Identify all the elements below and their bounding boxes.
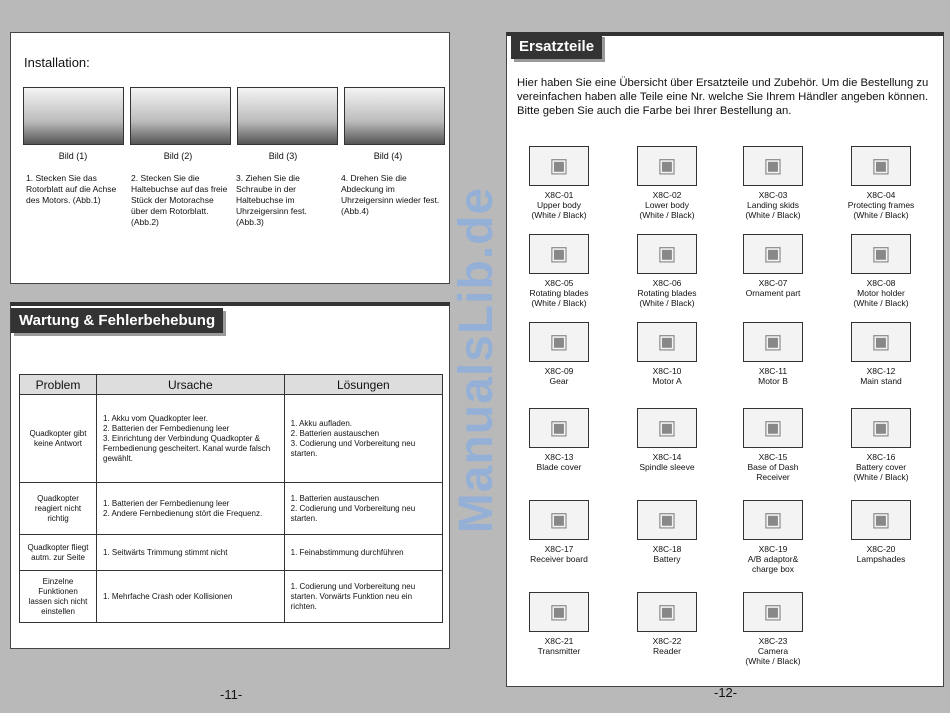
spare-part-item [617, 234, 717, 308]
spare-part-item [723, 500, 823, 574]
part-name: Motor B [758, 376, 788, 386]
installation-step: 3. Ziehen Sie die Schraube in der Haltebuchse im Uhrzeigersinn fest. (Abb.3) [236, 173, 307, 227]
spare-part-item [831, 500, 931, 564]
part-image: ▣ [637, 500, 697, 540]
spare-part-item [723, 146, 823, 220]
spare-part-item [831, 408, 931, 482]
part-name: Upper body (White / Black) [531, 200, 587, 220]
part-image: ▣ [529, 592, 589, 632]
part-code: X8C-03 [758, 190, 788, 200]
part-name: Blade cover [536, 462, 582, 472]
problem-cell: Quadkopter fliegt autm. zur Seite [20, 535, 97, 571]
header-problem: Problem [20, 375, 97, 395]
figure-label: Bild (4) [373, 151, 403, 161]
part-image: ▣ [529, 408, 589, 448]
part-code: X8C-22 [652, 636, 682, 646]
part-name: Main stand [860, 376, 902, 386]
solution-cell: 1. Akku aufladen. 2. Batterien austauschen 3. Codierung und Vorbereitung neu starten. [284, 395, 442, 483]
part-code: X8C-07 [758, 278, 788, 288]
part-name: Motor holder (White / Black) [853, 288, 909, 308]
spare-part-item [831, 234, 931, 308]
part-name: Receiver board [530, 554, 588, 564]
solution-cell: 1. Batterien austauschen 2. Codierung und Vorbereitung neu starten. [284, 483, 442, 535]
part-image: ▣ [637, 146, 697, 186]
spare-part-item [509, 234, 609, 308]
part-code: X8C-02 [652, 190, 682, 200]
part-image: ▣ [851, 234, 911, 274]
troubleshooting-table [19, 374, 443, 623]
spare-part-item [509, 500, 609, 564]
part-code: X8C-05 [544, 278, 574, 288]
spare-part-item [723, 592, 823, 666]
installation-photos [23, 87, 445, 145]
table-row [20, 571, 443, 623]
part-code: X8C-04 [866, 190, 896, 200]
part-name: Rotating blades (White / Black) [529, 288, 589, 308]
part-code: X8C-13 [544, 452, 574, 462]
part-code: X8C-23 [758, 636, 788, 646]
cause-cell: 1. Mehrfache Crash oder Kollisionen [97, 571, 285, 623]
part-name: Spindle sleeve [639, 462, 695, 472]
solution-cell: 1. Codierung und Vorbereitung neu starten. Vorwärts Funktion neu ein richten. [284, 571, 442, 623]
part-image: ▣ [743, 408, 803, 448]
spare-part-item [831, 146, 931, 220]
part-name: Transmitter [537, 646, 581, 656]
watermark: ManualsLib.de [450, 186, 503, 534]
spare-part-item [509, 592, 609, 656]
part-name: Lampshades [856, 554, 906, 564]
part-code: X8C-16 [866, 452, 896, 462]
part-image: ▣ [851, 500, 911, 540]
spare-part-item [617, 592, 717, 656]
part-name: Battery cover (White / Black) [853, 462, 909, 482]
spare-part-item [723, 408, 823, 482]
figure-label: Bild (1) [58, 151, 88, 161]
part-image: ▣ [743, 322, 803, 362]
part-name: Protecting frames (White / Black) [847, 200, 915, 220]
part-name: Camera (White / Black) [745, 646, 801, 666]
spare-part-item [617, 146, 717, 220]
part-name: Gear [549, 376, 569, 386]
spare-part-item [617, 322, 717, 386]
part-code: X8C-09 [544, 366, 574, 376]
part-code: X8C-19 [758, 544, 788, 554]
part-name: Reader [653, 646, 681, 656]
part-code: X8C-21 [544, 636, 574, 646]
spare-parts-section [506, 32, 944, 687]
part-code: X8C-17 [544, 544, 574, 554]
part-code: X8C-18 [652, 544, 682, 554]
photo-bild-3 [237, 87, 338, 145]
problem-cell: Quadkopter gibt keine Antwort [20, 395, 97, 483]
part-code: X8C-06 [652, 278, 682, 288]
spare-part-item [723, 234, 823, 298]
cause-cell: 1. Batterien der Fernbedienung leer 2. Andere Fernbedienung stört die Frequenz. [97, 483, 285, 535]
part-image: ▣ [743, 592, 803, 632]
figure-label: Bild (3) [268, 151, 298, 161]
part-code: X8C-01 [544, 190, 574, 200]
spare-part-item [509, 322, 609, 386]
installation-title: Installation: [24, 55, 90, 70]
problem-cell: Einzelne Funktionen lassen sich nicht einstellen [20, 571, 97, 623]
photo-bild-2 [130, 87, 231, 145]
part-image: ▣ [529, 500, 589, 540]
part-code: X8C-20 [866, 544, 896, 554]
spare-parts-intro: Hier haben Sie eine Übersicht über Ersatzteile und Zubehör. Um die Bestellung zu vereinfachen haben alle Teile eine Nr. welche Sie Ihrem Händler angeben können. Bitte geben Sie auch die Farbe bei Ihrer Bestellung an. [517, 77, 929, 117]
spare-parts-title: Ersatzteile [511, 34, 602, 59]
part-name: Base of Dash Receiver [747, 462, 799, 482]
part-name: Landing skids (White / Black) [745, 200, 801, 220]
part-image: ▣ [637, 592, 697, 632]
table-row [20, 535, 443, 571]
maintenance-section [10, 302, 450, 649]
part-code: X8C-10 [652, 366, 682, 376]
part-name: Lower body (White / Black) [639, 200, 695, 220]
spare-part-item [723, 322, 823, 386]
part-code: X8C-15 [758, 452, 788, 462]
spare-part-item [509, 408, 609, 472]
page-number-right: -12- [714, 685, 738, 700]
part-image: ▣ [743, 146, 803, 186]
header-solutions: Lösungen [284, 375, 442, 395]
header-cause: Ursache [97, 375, 285, 395]
photo-bild-4 [344, 87, 445, 145]
part-name: Battery [653, 554, 681, 564]
part-image: ▣ [637, 234, 697, 274]
part-code: X8C-12 [866, 366, 896, 376]
part-image: ▣ [743, 234, 803, 274]
part-image: ▣ [529, 234, 589, 274]
part-name: Ornament part [745, 288, 801, 298]
part-image: ▣ [743, 500, 803, 540]
spare-part-item [831, 322, 931, 386]
part-code: X8C-11 [758, 366, 788, 376]
part-name: A/B adaptor& charge box [747, 554, 799, 574]
spare-part-item [509, 146, 609, 220]
page-number-left: -11- [220, 687, 243, 702]
table-row [20, 483, 443, 535]
part-image: ▣ [851, 146, 911, 186]
part-image: ▣ [637, 408, 697, 448]
part-code: X8C-14 [652, 452, 682, 462]
part-name: Rotating blades (White / Black) [637, 288, 697, 308]
installation-section [10, 32, 450, 284]
figure-label: Bild (2) [163, 151, 193, 161]
cause-cell: 1. Akku vom Quadkopter leer. 2. Batterien der Fernbedienung leer 3. Einrichtung der Verbindung Quadkopter & Fernbedienung gescheitert. Kanal wurde falsch gewählt. [97, 395, 285, 483]
problem-cell: Quadkopter reagiert nicht richtig [20, 483, 97, 535]
spare-part-item [617, 408, 717, 472]
installation-step: 4. Drehen Sie die Abdeckung im Uhrzeigersinn wieder fest. (Abb.4) [341, 173, 440, 216]
table-row [20, 395, 443, 483]
installation-step: 2. Stecken Sie die Haltebuchse auf das freie Stück der Motorachse über dem Rotorblatt. (Abb.2) [131, 173, 228, 227]
spare-part-item [617, 500, 717, 564]
part-image: ▣ [637, 322, 697, 362]
cause-cell: 1. Seitwärts Trimmung stimmt nicht [97, 535, 285, 571]
part-code: X8C-08 [866, 278, 896, 288]
part-name: Motor A [652, 376, 682, 386]
part-image: ▣ [529, 146, 589, 186]
installation-step: 1. Stecken Sie das Rotorblatt auf die Achse des Motors. (Abb.1) [26, 173, 117, 205]
photo-bild-1 [23, 87, 124, 145]
part-image: ▣ [851, 408, 911, 448]
part-image: ▣ [529, 322, 589, 362]
solution-cell: 1. Feinabstimmung durchführen [284, 535, 442, 571]
maintenance-title: Wartung & Fehlerbehebung [11, 308, 223, 333]
part-image: ▣ [851, 322, 911, 362]
